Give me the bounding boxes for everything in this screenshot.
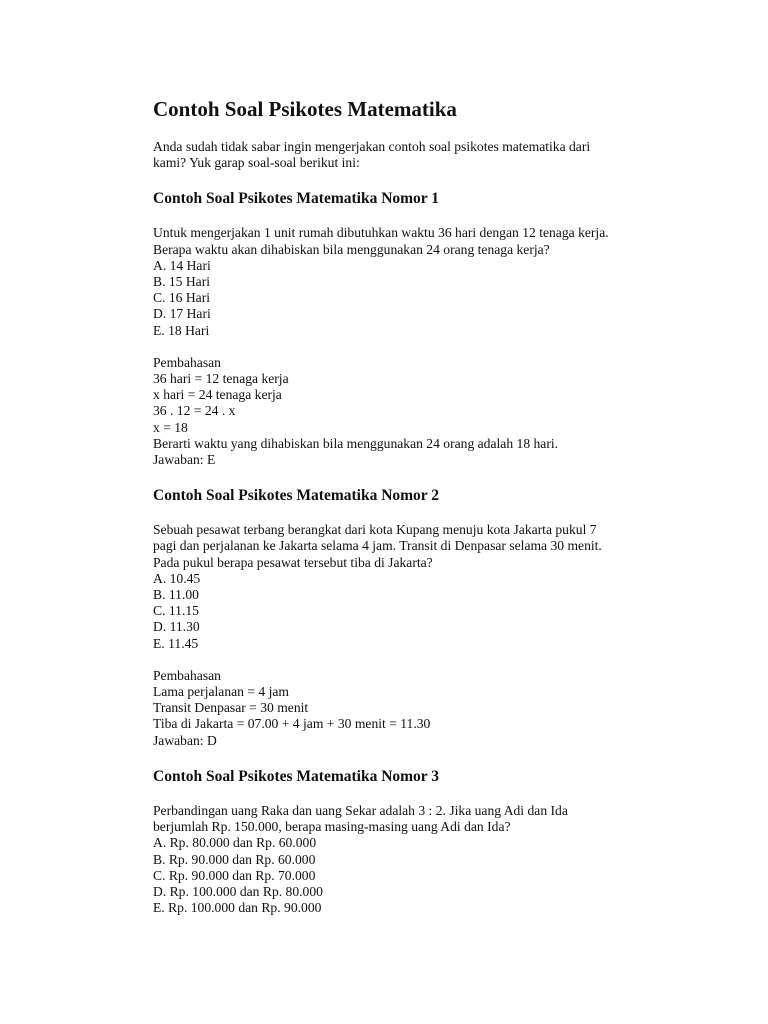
option-c: C. 11.15 [153, 603, 199, 619]
explanation-label: Pembahasan [153, 354, 221, 370]
option-c: C. 16 Hari [153, 290, 211, 306]
option-e: E. 11.45 [153, 635, 199, 651]
explanation-line: 36 . 12 = 24 . x [153, 403, 236, 419]
question-text-line: Sebuah pesawat terbang berangkat dari kota Kupang menuju kota Jakarta pukul 7 [153, 522, 597, 538]
question-heading: Contoh Soal Psikotes Matematika Nomor 1 [153, 190, 440, 208]
option-d: D. Rp. 100.000 dan Rp. 80.000 [153, 883, 323, 899]
explanation-line: x hari = 24 tenaga kerja [153, 387, 282, 403]
option-e: E. Rp. 100.000 dan Rp. 90.000 [153, 900, 322, 916]
option-e: E. 18 Hari [153, 322, 210, 338]
document-page [153, 96, 673, 916]
explanation-line: 36 hari = 12 tenaga kerja [153, 371, 289, 387]
option-a: A. Rp. 80.000 dan Rp. 60.000 [153, 835, 317, 851]
question-text-line: Untuk mengerjakan 1 unit rumah dibutuhkan waktu 36 hari dengan 12 tenaga kerja. [153, 225, 609, 241]
question-text-line: Pada pukul berapa pesawat tersebut tiba di Jakarta? [153, 554, 433, 570]
question-heading: Contoh Soal Psikotes Matematika Nomor 2 [153, 487, 440, 505]
answer-line: Jawaban: E [153, 452, 216, 468]
intro-line: Anda sudah tidak sabar ingin mengerjakan contoh soal psikotes matematika dari [153, 139, 591, 154]
option-d: D. 17 Hari [153, 306, 211, 322]
intro-paragraph [153, 139, 673, 171]
question-text-line: Berapa waktu akan dihabiskan bila menggunakan 24 orang tenaga kerja? [153, 241, 550, 257]
option-b: B. Rp. 90.000 dan Rp. 60.000 [153, 851, 316, 867]
explanation-line: x = 18 [153, 419, 188, 435]
option-a: A. 14 Hari [153, 257, 211, 273]
question-2 [153, 486, 673, 749]
explanation-line: Berarti waktu yang dihabiskan bila menggunakan 24 orang adalah 18 hari. [153, 435, 559, 451]
option-a: A. 10.45 [153, 570, 201, 586]
intro-line: kami? Yuk garap soal-soal berikut ini: [153, 155, 360, 171]
question-text-line: pagi dan perjalanan ke Jakarta selama 4 jam. Transit di Denpasar selama 30 menit. [153, 538, 602, 554]
question-heading: Contoh Soal Psikotes Matematika Nomor 3 [153, 767, 440, 785]
page-title: Contoh Soal Psikotes Matematika [153, 97, 457, 121]
explanation-line: Tiba di Jakarta = 07.00 + 4 jam + 30 menit = 11.30 [153, 716, 431, 732]
answer-line: Jawaban: D [153, 732, 217, 748]
explanation-label: Pembahasan [153, 667, 221, 683]
question-text-line: berjumlah Rp. 150.000, berapa masing-masing uang Adi dan Ida? [153, 819, 511, 835]
option-b: B. 15 Hari [153, 274, 211, 290]
option-c: C. Rp. 90.000 dan Rp. 70.000 [153, 867, 316, 883]
explanation-line: Transit Denpasar = 30 menit [153, 700, 309, 716]
question-text-line: Perbandingan uang Raka dan uang Sekar adalah 3 : 2. Jika uang Adi dan Ida [153, 802, 568, 818]
question-1 [153, 189, 673, 468]
question-3 [153, 767, 673, 916]
option-d: D. 11.30 [153, 619, 200, 635]
explanation-line: Lama perjalanan = 4 jam [153, 684, 289, 700]
option-b: B. 11.00 [153, 587, 199, 603]
